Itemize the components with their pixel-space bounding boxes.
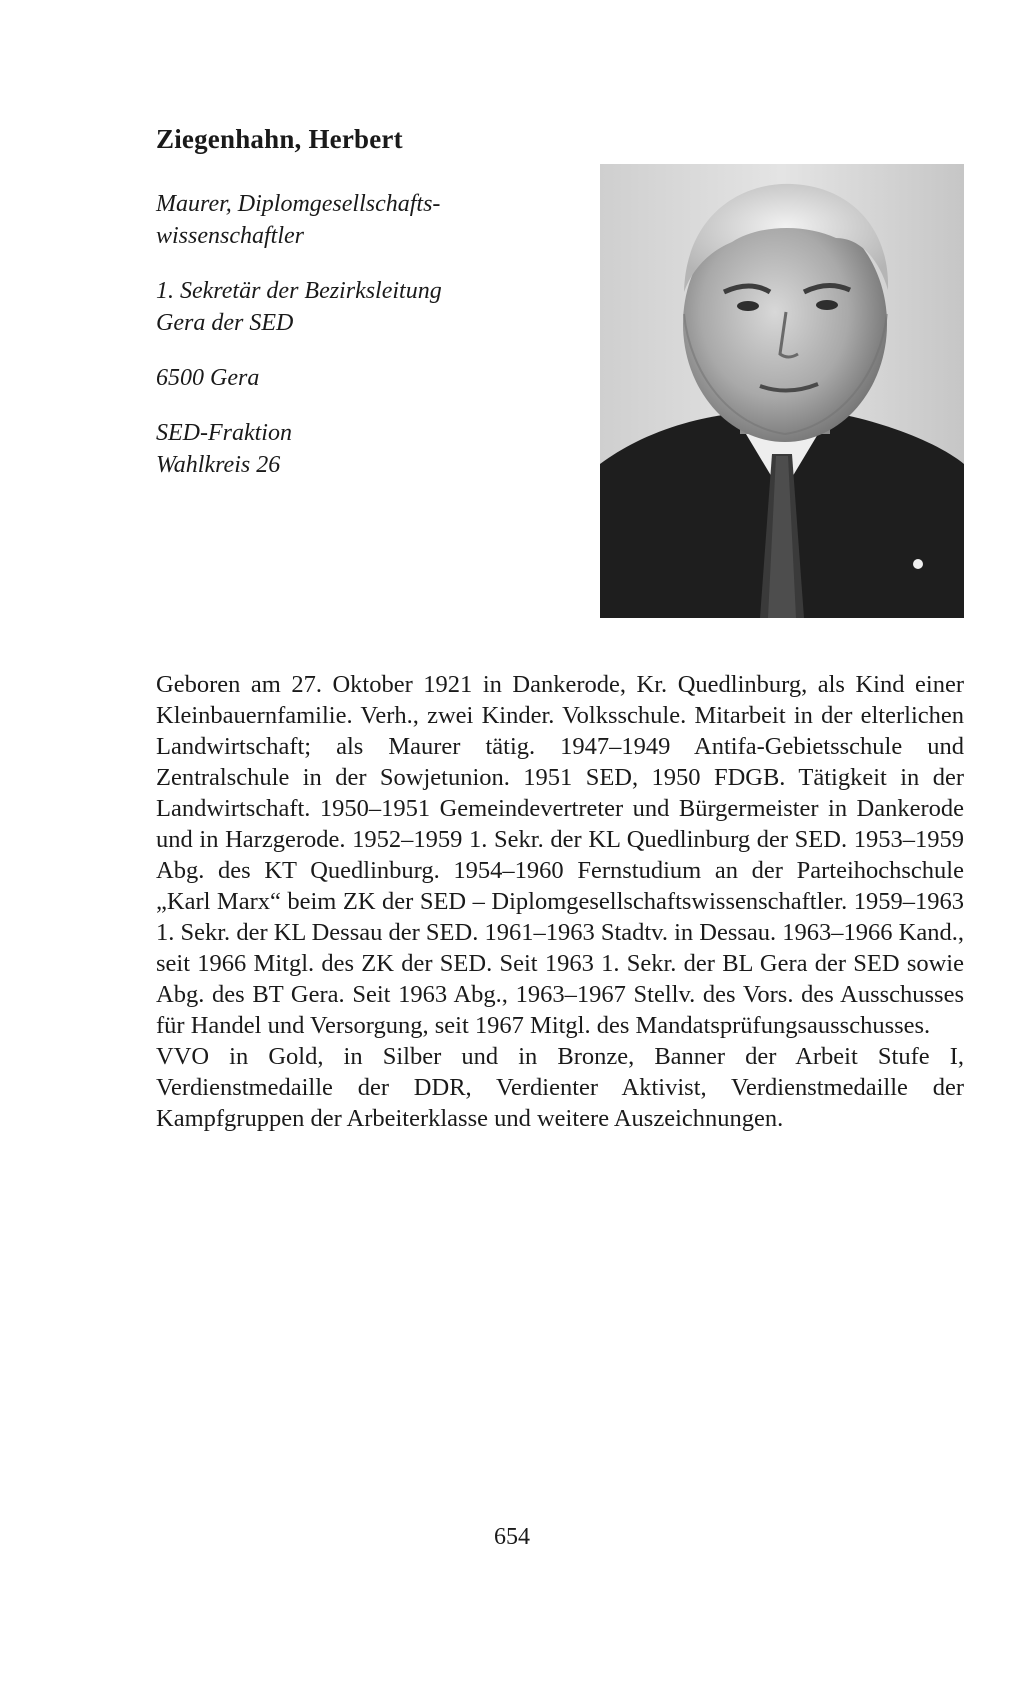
constituency: Wahlkreis 26 bbox=[156, 452, 281, 478]
address: 6500 Gera bbox=[156, 365, 260, 391]
position bbox=[156, 275, 456, 339]
position-line-1: 1. Sekretär der Bezirksleitung bbox=[156, 278, 442, 304]
occupation bbox=[156, 188, 456, 252]
occupation-line-1: Maurer, Diplomgesellschafts- bbox=[156, 191, 441, 217]
entry-meta bbox=[156, 188, 456, 504]
portrait-photo bbox=[600, 164, 964, 618]
biography bbox=[156, 669, 964, 1134]
page-number: 654 bbox=[494, 1524, 530, 1550]
biography-career: Geboren am 27. Oktober 1921 in Dankerode, Kr. Quedlinburg, als Kind einer Kleinbauernfamilie. Verh., zwei Kinder. Volksschule. Mitarbeit in der elterlichen Landwirtschaft; als Maurer tätig. 1947–1949 Antifa-Gebietsschule und Zentralschule in der Sowjetunion. 1951 SED, 1950 FDGB. Tätigkeit in der Landwirtschaft. 1950–1951 Gemeindevertreter und Bürgermeister in Dankerode und in Harzgerode. 1952–1959 1. Sekr. der KL Quedlinburg der SED. 1953–1959 Abg. des KT Quedlinburg. 1954–1960 Fernstudium an der Parteihochschule „Karl Marx“ beim ZK der SED – Diplomgesellschaftswissenschaftler. 1959–1963 1. Sekr. der KL Dessau der SED. 1961–1963 Stadtv. in Dessau. 1963–1966 Kand., seit 1966 Mitgl. des ZK der SED. Seit 1963 1. Sekr. der BL Gera der SED sowie Abg. des BT Gera. Seit 1963 Abg., 1963–1967 Stellv. des Vors. des Ausschusses für Handel und Versorgung, seit 1967 Mitgl. des Mandatsprüfungsausschusses. bbox=[156, 671, 964, 1039]
entry-name: Ziegenhahn, Herbert bbox=[156, 124, 403, 154]
occupation-line-2: wissenschaftler bbox=[156, 223, 304, 249]
biography-awards: VVO in Gold, in Silber und in Bronze, Banner der Arbeit Stufe I, Verdienstmedaille der DDR, Verdienter Aktivist, Verdienstmedaille der Kampfgruppen der Arbeiterklasse und weitere Auszeichnungen. bbox=[156, 1043, 964, 1132]
faction: SED-Fraktion bbox=[156, 420, 292, 446]
faction-block bbox=[156, 417, 456, 481]
position-line-2: Gera der SED bbox=[156, 310, 294, 336]
